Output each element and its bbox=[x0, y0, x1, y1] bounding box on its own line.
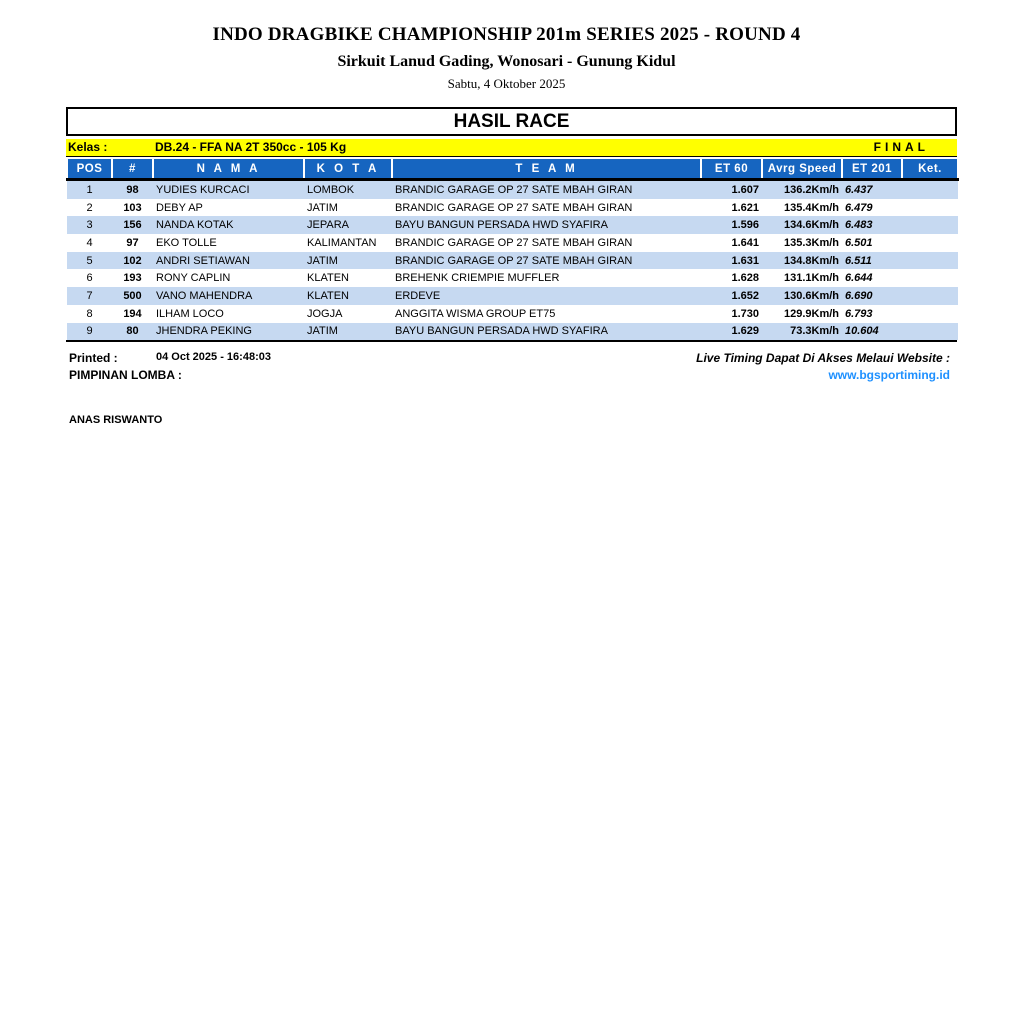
cell-team: BRANDIC GARAGE OP 27 SATE MBAH GIRAN bbox=[392, 252, 701, 270]
cell-et201: 6.437 bbox=[842, 180, 902, 199]
col-number: # bbox=[112, 159, 153, 180]
cell-team: BRANDIC GARAGE OP 27 SATE MBAH GIRAN bbox=[395, 236, 633, 249]
cell-team: ERDEVE bbox=[392, 287, 701, 305]
cell-team: BAYU BANGUN PERSADA HWD SYAFIRA bbox=[392, 216, 701, 234]
cell-et60: 1.629 bbox=[701, 323, 762, 341]
col-et201: ET 201 bbox=[842, 159, 902, 180]
cell-et60: 1.631 bbox=[701, 252, 762, 270]
cell-kota: KALIMANTAN bbox=[307, 236, 377, 249]
col-speed: Avrg Speed bbox=[762, 159, 842, 180]
cell-number: 80 bbox=[112, 323, 153, 341]
table-row bbox=[67, 180, 958, 199]
cell-nama: NANDA KOTAK bbox=[153, 216, 304, 234]
cell-et60: 1.596 bbox=[701, 216, 762, 234]
cell-et60: 1.628 bbox=[731, 272, 759, 285]
cell-kota: JATIM bbox=[304, 252, 392, 270]
cell-et60: 1.652 bbox=[701, 287, 762, 305]
cell-kota: JEPARA bbox=[304, 216, 392, 234]
cell-pos: 9 bbox=[67, 323, 112, 341]
printed-label: Printed : bbox=[69, 351, 118, 365]
pimpinan-label: PIMPINAN LOMBA : bbox=[69, 368, 182, 382]
cell-number: 98 bbox=[112, 180, 153, 199]
results-body bbox=[67, 180, 958, 341]
results-table bbox=[66, 159, 959, 340]
col-kota: K O T A bbox=[304, 159, 392, 180]
cell-et201: 6.690 bbox=[842, 287, 902, 305]
col-team: T E A M bbox=[392, 159, 701, 180]
cell-ket bbox=[902, 252, 958, 270]
event-date: Sabtu, 4 Oktober 2025 bbox=[447, 76, 566, 91]
class-bar bbox=[66, 139, 957, 157]
cell-team: BREHENK CRIEMPIE MUFFLER bbox=[395, 272, 560, 285]
cell-et201: 6.501 bbox=[845, 236, 873, 249]
cell-number: 193 bbox=[123, 272, 142, 285]
cell-pos: 4 bbox=[86, 236, 93, 249]
cell-nama: VANO MAHENDRA bbox=[153, 287, 304, 305]
cell-team: BRANDIC GARAGE OP 27 SATE MBAH GIRAN bbox=[392, 180, 701, 199]
page-header bbox=[0, 22, 1013, 93]
cell-ket bbox=[902, 234, 958, 252]
cell-number: 156 bbox=[112, 216, 153, 234]
table-row bbox=[67, 252, 958, 270]
cell-et60: 1.730 bbox=[731, 307, 759, 320]
cell-speed: 134.8Km/h bbox=[762, 252, 842, 270]
table-row bbox=[67, 199, 958, 217]
cell-number: 194 bbox=[123, 307, 142, 320]
cell-nama: DEBY AP bbox=[156, 201, 203, 214]
cell-speed: 131.1Km/h bbox=[783, 272, 839, 285]
cell-speed: 130.6Km/h bbox=[762, 287, 842, 305]
cell-ket bbox=[902, 287, 958, 305]
cell-pos: 2 bbox=[86, 201, 93, 214]
cell-speed: 129.9Km/h bbox=[783, 307, 839, 320]
cell-kota: KLATEN bbox=[307, 272, 349, 285]
cell-ket bbox=[902, 323, 958, 341]
cell-speed: 135.4Km/h bbox=[783, 201, 839, 214]
cell-ket bbox=[902, 305, 958, 323]
cell-nama: ILHAM LOCO bbox=[156, 307, 224, 320]
cell-team: BRANDIC GARAGE OP 27 SATE MBAH GIRAN bbox=[395, 201, 633, 214]
col-nama: N A M A bbox=[153, 159, 304, 180]
cell-pos: 7 bbox=[67, 287, 112, 305]
cell-nama: RONY CAPLIN bbox=[156, 272, 231, 285]
cell-pos: 1 bbox=[67, 180, 112, 199]
cell-ket bbox=[902, 180, 958, 199]
cell-ket bbox=[902, 269, 958, 287]
live-timing-note: Live Timing Dapat Di Akses Melaui Website : bbox=[696, 351, 950, 365]
cell-et201: 6.479 bbox=[845, 201, 873, 214]
venue: Sirkuit Lanud Gading, Wonosari - Gunung Kidul bbox=[337, 53, 676, 70]
printed-value: 04 Oct 2025 - 16:48:03 bbox=[156, 351, 271, 363]
cell-et201: 6.644 bbox=[845, 272, 873, 285]
cell-kota: JATIM bbox=[304, 323, 392, 341]
table-row bbox=[67, 216, 958, 234]
cell-et201: 6.483 bbox=[842, 216, 902, 234]
col-et60: ET 60 bbox=[701, 159, 762, 180]
cell-pos: 6 bbox=[86, 272, 93, 285]
cell-number: 103 bbox=[123, 201, 142, 214]
cell-pos: 3 bbox=[67, 216, 112, 234]
table-bottom-rule bbox=[66, 340, 957, 342]
cell-team: BAYU BANGUN PERSADA HWD SYAFIRA bbox=[392, 323, 701, 341]
table-row bbox=[67, 305, 958, 323]
table-row bbox=[67, 287, 958, 305]
results-sheet bbox=[66, 107, 957, 342]
cell-number: 500 bbox=[112, 287, 153, 305]
cell-number: 97 bbox=[126, 236, 139, 249]
cell-et60: 1.641 bbox=[731, 236, 759, 249]
cell-team: ANGGITA WISMA GROUP ET75 bbox=[395, 307, 556, 320]
cell-kota: JATIM bbox=[307, 201, 338, 214]
cell-kota: LOMBOK bbox=[304, 180, 392, 199]
event-title: INDO DRAGBIKE CHAMPIONSHIP 201m SERIES 2025 - ROUND 4 bbox=[212, 24, 801, 45]
cell-pos: 8 bbox=[86, 307, 93, 320]
stage-label: FINAL bbox=[873, 140, 929, 154]
cell-number: 102 bbox=[112, 252, 153, 270]
website-link[interactable]: www.bgsportiming.id bbox=[828, 368, 950, 382]
cell-pos: 5 bbox=[67, 252, 112, 270]
cell-et60: 1.607 bbox=[701, 180, 762, 199]
cell-et201: 6.511 bbox=[842, 252, 902, 270]
cell-ket bbox=[902, 216, 958, 234]
cell-et201: 6.793 bbox=[845, 307, 873, 320]
table-row bbox=[67, 234, 958, 252]
class-value: DB.24 - FFA NA 2T 350cc - 105 Kg bbox=[155, 140, 347, 154]
cell-et60: 1.621 bbox=[731, 201, 759, 214]
class-label: Kelas : bbox=[68, 140, 108, 154]
cell-speed: 136.2Km/h bbox=[762, 180, 842, 199]
pimpinan-name: ANAS RISWANTO bbox=[69, 414, 163, 426]
cell-nama: ANDRI SETIAWAN bbox=[153, 252, 304, 270]
results-heading: HASIL RACE bbox=[66, 107, 957, 136]
cell-nama: JHENDRA PEKING bbox=[153, 323, 304, 341]
cell-kota: JOGJA bbox=[307, 307, 343, 320]
col-ket: Ket. bbox=[902, 159, 958, 180]
table-row bbox=[67, 323, 958, 341]
table-row bbox=[67, 269, 958, 287]
cell-ket bbox=[902, 199, 958, 217]
cell-kota: KLATEN bbox=[304, 287, 392, 305]
cell-et201: 10.604 bbox=[842, 323, 902, 341]
cell-nama: YUDIES KURCACI bbox=[153, 180, 304, 199]
cell-speed: 73.3Km/h bbox=[762, 323, 842, 341]
cell-speed: 135.3Km/h bbox=[783, 236, 839, 249]
cell-nama: EKO TOLLE bbox=[156, 236, 217, 249]
table-header-row bbox=[67, 159, 958, 180]
cell-speed: 134.6Km/h bbox=[762, 216, 842, 234]
col-pos: POS bbox=[67, 159, 112, 180]
